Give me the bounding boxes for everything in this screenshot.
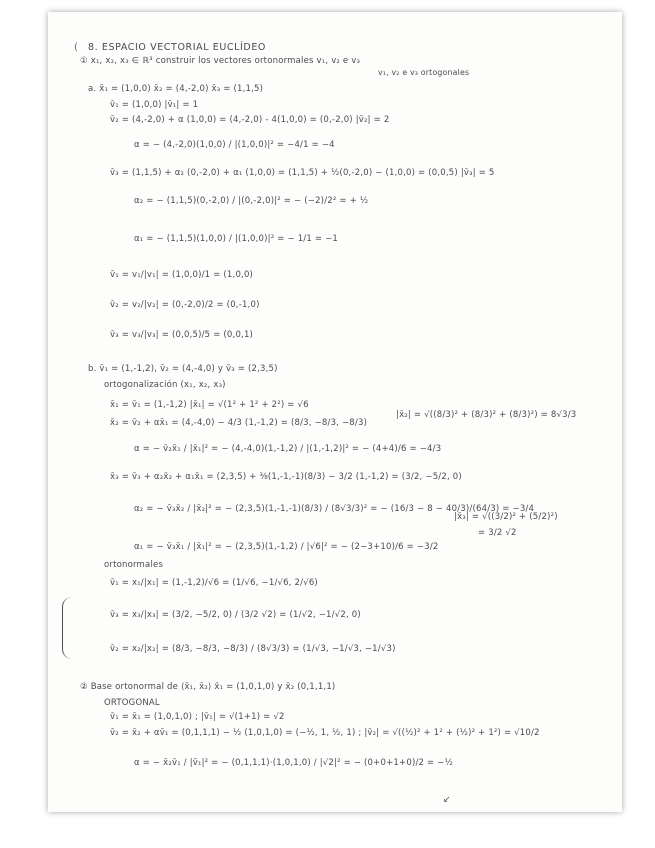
margin-mark: ( (74, 42, 78, 53)
handwritten-line: v̄₂ = x₂/|x₂| = (8/3, −8/3, −8/3) / (8√3/3) = (1/√3, −1/√3, −1/√3) (110, 644, 396, 654)
handwritten-line: α = − x̄₂v̄₁ / |v̄₁|² = − (0,1,1,1)·(1,0,1,0) / |√2|² = − (0+0+1+0)/2 = −½ (134, 758, 454, 768)
handwritten-line: 8. ESPACIO VECTORIAL EUCLÍDEO (88, 42, 267, 53)
handwritten-line: a. x̄₁ = (1,0,0) x̄₂ = (4,-2,0) x̄₃ = (1,1,5) (88, 84, 264, 94)
handwritten-line: v̄₁ = v₁/|v₁| = (1,0,0)/1 = (1,0,0) (110, 270, 254, 280)
handwritten-line: α₁ = − (1,1,5)(1,0,0) / |(1,0,0)|² = − 1/1 = −1 (134, 234, 339, 244)
handwritten-line: ortonormales (104, 560, 164, 570)
handwritten-line: α₂ = − (1,1,5)(0,-2,0) / |(0,-2,0)|² = − (−2)/2² = + ½ (134, 196, 369, 206)
handwritten-line: ② Base ortonormal de ⟨x̄₁, x̄₂⟩ x̄₁ = (1,0,1,0) y x̄₂ (0,1,1,1) (80, 682, 336, 692)
notebook-page (48, 12, 622, 812)
handwritten-line: |x̄₂| = √((8/3)² + (8/3)² + (8/3)²) = 8√3/3 (396, 410, 577, 420)
handwritten-line: v̄₂ = x̄₂ + αv̄₁ = (0,1,1,1) − ½ (1,0,1,0) = (−½, 1, ½, 1) ; |v̄₂| = √((½)² + 1² + (½)² + 1²) = √10/2 (110, 728, 540, 738)
handwritten-line: = 3/2 √2 (478, 528, 517, 538)
handwritten-line: α = − v̄₂x̄₁ / |x̄₁|² = − (4,-4,0)(1,-1,2) / |(1,-1,2)|² = − (4+4)/6 = −4/3 (134, 444, 442, 454)
handwritten-line: ortogonalización (x₁, x₂, x₃) (104, 380, 226, 390)
handwritten-line: v̄₁ = x₁/|x₁| = (1,-1,2)/√6 = (1/√6, −1/√6, 2/√6) (110, 578, 318, 588)
handwritten-line: v̄₂ = (4,-2,0) + α (1,0,0) = (4,-2,0) - 4(1,0,0) = (0,-2,0) |v̄₂| = 2 (110, 115, 390, 125)
handwritten-line: v̄₃ = (1,1,5) + α₂ (0,-2,0) + α₁ (1,0,0) = (1,1,5) + ½(0,-2,0) − (1,0,0) = (0,0,5) |v̄₃| = 5 (110, 168, 495, 178)
handwritten-line: v̄₃ = x₃/|x₃| = (3/2, −5/2, 0) / (3/2 √2) = (1/√2, −1/√2, 0) (110, 610, 361, 620)
handwritten-line: α₁ = − v̄₃x̄₁ / |x̄₁|² = − (2,3,5)(1,-1,2) / |√6|² = − (2−3+10)/6 = −3/2 (134, 542, 439, 552)
handwritten-line: v̄₂ = v₂/|v₂| = (0,-2,0)/2 = (0,-1,0) (110, 300, 260, 310)
handwritten-line: v̄₁ = x̄₁ = (1,0,1,0) ; |v̄₁| = √(1+1) = √2 (110, 712, 285, 722)
handwritten-line: x̄₂ = v̄₂ + αx̄₁ = (4,-4,0) − 4/3 (1,-1,2) = (8/3, −8/3, −8/3) (110, 418, 368, 428)
handwritten-line: α = − (4,-2,0)(1,0,0) / |(1,0,0)|² = −4/1 = −4 (134, 140, 335, 150)
handwritten-line: b. v̄₁ = (1,-1,2), v̄₂ = (4,-4,0) y v̄₃ = (2,3,5) (88, 364, 278, 374)
handwritten-line: α₂ = − v̄₃x̄₂ / |x̄₂|² = − (2,3,5)(1,-1,-1)(8/3) / (8√3/3)² = − (16/3 − 8 − 40/3)/(64/3) = −3/4 (134, 504, 535, 514)
handwritten-line: ORTOGONAL (104, 698, 160, 708)
handwritten-line: x̄₁ = v̄₁ = (1,-1,2) |x̄₁| = √(1² + 1² + 2²) = √6 (110, 400, 309, 410)
bracket-mark (62, 597, 73, 659)
handwritten-line: x̄₃ = v̄₃ + α₂x̄₂ + α₁x̄₁ = (2,3,5) + ⅜(1,-1,-1)(8/3) − 3/2 (1,-1,2) = (3/2, −5/2, 0) (110, 472, 462, 482)
bottom-mark: ↙ (443, 795, 451, 805)
handwritten-line: |x̄₃| = √((3/2)² + (5/2)²) (454, 512, 558, 522)
handwritten-line: v̄₃ = v₃/|v₃| = (0,0,5)/5 = (0,0,1) (110, 330, 254, 340)
handwritten-line: ① x₁, x₂, x₃ ∈ ℝ³ construir los vectores ortonormales v₁, v₂ e v₃ (80, 56, 361, 66)
handwritten-line: v₁, v₂ e v₃ ortogonales (378, 68, 470, 77)
handwritten-line: v̄₁ = (1,0,0) |v̄₁| = 1 (110, 100, 199, 110)
